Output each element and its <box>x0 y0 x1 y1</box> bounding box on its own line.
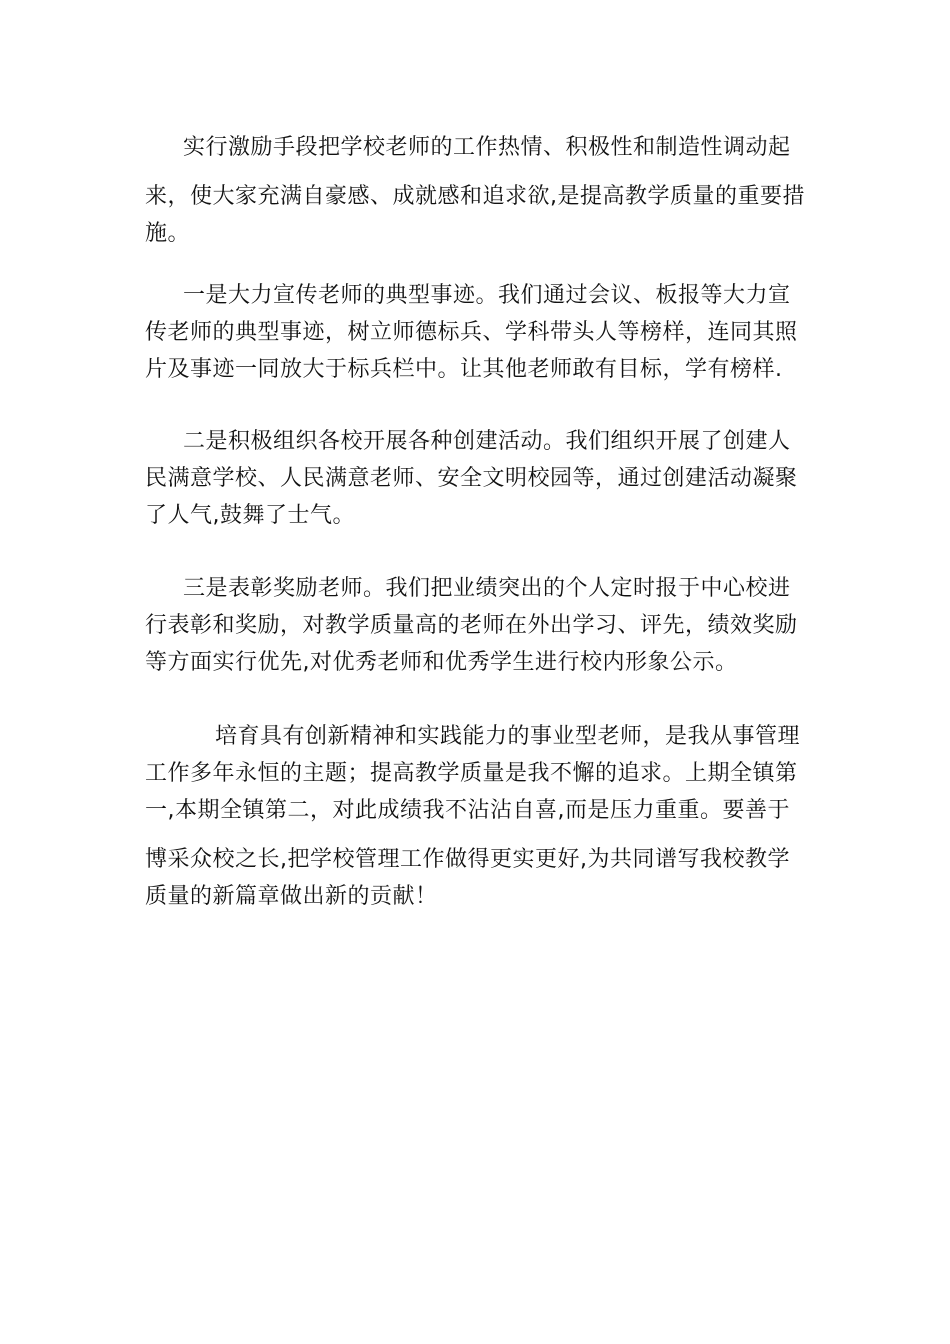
text-line: 二是积极组织各校开展各种创建活动。我们组织开展了创建人 <box>183 429 791 454</box>
text-line: 民满意学校、人民满意老师、安全文明校园等，通过创建活动凝聚 <box>145 466 798 491</box>
text-line: 了人气,鼓舞了士气。 <box>145 503 355 528</box>
text-line: 等方面实行优先,对优秀老师和优秀学生进行校内形象公示。 <box>145 650 738 675</box>
text-line: 片及事迹一同放大于标兵栏中。让其他老师敢有目标，学有榜样. <box>145 357 783 382</box>
text-line: 培育具有创新精神和实践能力的事业型老师，是我从事管理 <box>215 724 801 749</box>
text-line: 来，使大家充满自豪感、成就感和追求欲,是提高教学质量的重要措 <box>145 184 805 209</box>
paragraph-model-teachers <box>145 285 810 381</box>
text-line: 一,本期全镇第二，对此成绩我不沾沾自喜,而是压力重重。要善于 <box>145 798 790 823</box>
text-line: 博采众校之长,把学校管理工作做得更实更好,为共同谱写我校教学 <box>145 847 790 872</box>
paragraph-creation-activities <box>145 431 810 527</box>
text-line: 质量的新篇章做出新的贡献！ <box>145 884 438 909</box>
paragraph-incentive-intro <box>145 137 810 245</box>
text-line: 三是表彰奖励老师。我们把业绩突出的个人定时报于中心校进 <box>183 576 791 601</box>
text-line: 传老师的典型事迹，树立师德标兵、学科带头人等榜样，连同其照 <box>145 320 798 345</box>
paragraph-conclusion <box>145 726 810 908</box>
paragraph-commendation <box>145 578 810 674</box>
text-line: 行表彰和奖励，对教学质量高的老师在外出学习、评先，绩效奖励 <box>145 613 798 638</box>
text-line: 工作多年永恒的主题；提高教学质量是我不懈的追求。上期全镇第 <box>145 761 798 786</box>
text-line: 一是大力宣传老师的典型事迹。我们通过会议、板报等大力宣 <box>183 283 791 308</box>
text-line: 施。 <box>145 221 191 246</box>
text-line: 实行激励手段把学校老师的工作热情、积极性和制造性调动起 <box>183 135 791 160</box>
